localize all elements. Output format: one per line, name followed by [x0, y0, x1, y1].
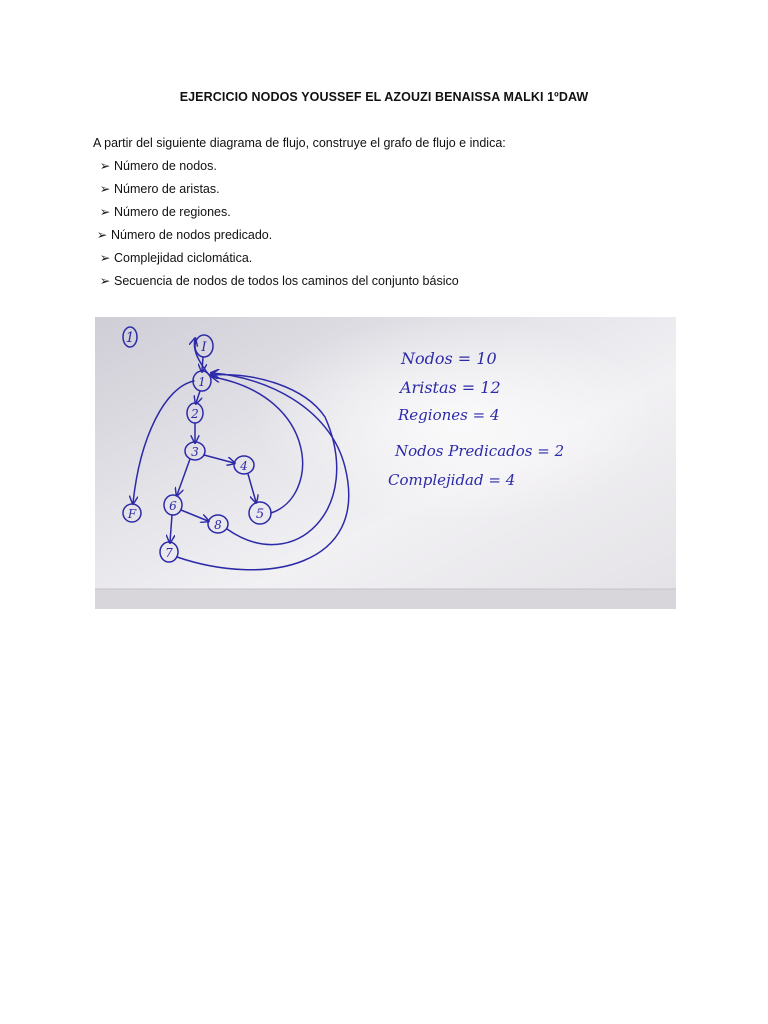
- paper-edge: [95, 589, 676, 609]
- node-label-I: I: [201, 340, 207, 355]
- list-item: [93, 204, 459, 227]
- node-label-5: 5: [255, 507, 265, 522]
- bullet-arrow-icon: ➢: [99, 251, 111, 265]
- question-list: [93, 158, 459, 296]
- bullet-arrow-icon: ➢: [99, 159, 111, 173]
- list-item: [93, 273, 459, 296]
- list-item-text: Número de regiones.: [114, 205, 231, 219]
- handwritten-graph-photo: [95, 317, 676, 609]
- corner-label: 1: [125, 330, 135, 346]
- node-label-2: 2: [191, 407, 199, 421]
- list-item-text: Número de nodos predicado.: [111, 228, 273, 242]
- page-title: EJERCICIO NODOS YOUSSEF EL AZOUZI BENAISSA MALKI 1ºDAW: [179, 90, 589, 104]
- result-regiones: Regiones = 4: [398, 406, 500, 424]
- node-label-1: 1: [198, 375, 206, 389]
- bullet-arrow-icon: ➢: [99, 205, 111, 219]
- list-item: [93, 227, 459, 250]
- list-item-text: Secuencia de nodos de todos los caminos del conjunto básico: [114, 274, 459, 288]
- graph-drawing: [95, 317, 676, 609]
- intro-text: A partir del siguiente diagrama de flujo, construye el grafo de flujo e indica:: [93, 136, 506, 150]
- node-label-F: F: [127, 507, 137, 521]
- node-label-4: 4: [240, 459, 248, 473]
- result-nodos: Nodos = 10: [401, 349, 497, 368]
- bullet-arrow-icon: ➢: [99, 274, 111, 288]
- bullet-arrow-icon: ➢: [99, 182, 111, 196]
- node-label-3: 3: [191, 445, 199, 459]
- bullet-arrow-icon: ➢: [96, 228, 108, 242]
- list-item: [93, 158, 459, 181]
- node-label-7: 7: [165, 546, 173, 560]
- list-item: [93, 181, 459, 204]
- node-label-8: 8: [214, 518, 222, 532]
- light-glare: [95, 317, 676, 609]
- list-item-text: Número de aristas.: [114, 182, 220, 196]
- node-label-6: 6: [169, 499, 177, 513]
- result-nodos-predicados: Nodos Predicados = 2: [395, 442, 565, 460]
- list-item: [93, 250, 459, 273]
- list-item-text: Número de nodos.: [114, 159, 217, 173]
- list-item-text: Complejidad ciclomática.: [114, 251, 253, 265]
- result-aristas: Aristas = 12: [400, 378, 501, 397]
- result-complejidad: Complejidad = 4: [388, 471, 516, 489]
